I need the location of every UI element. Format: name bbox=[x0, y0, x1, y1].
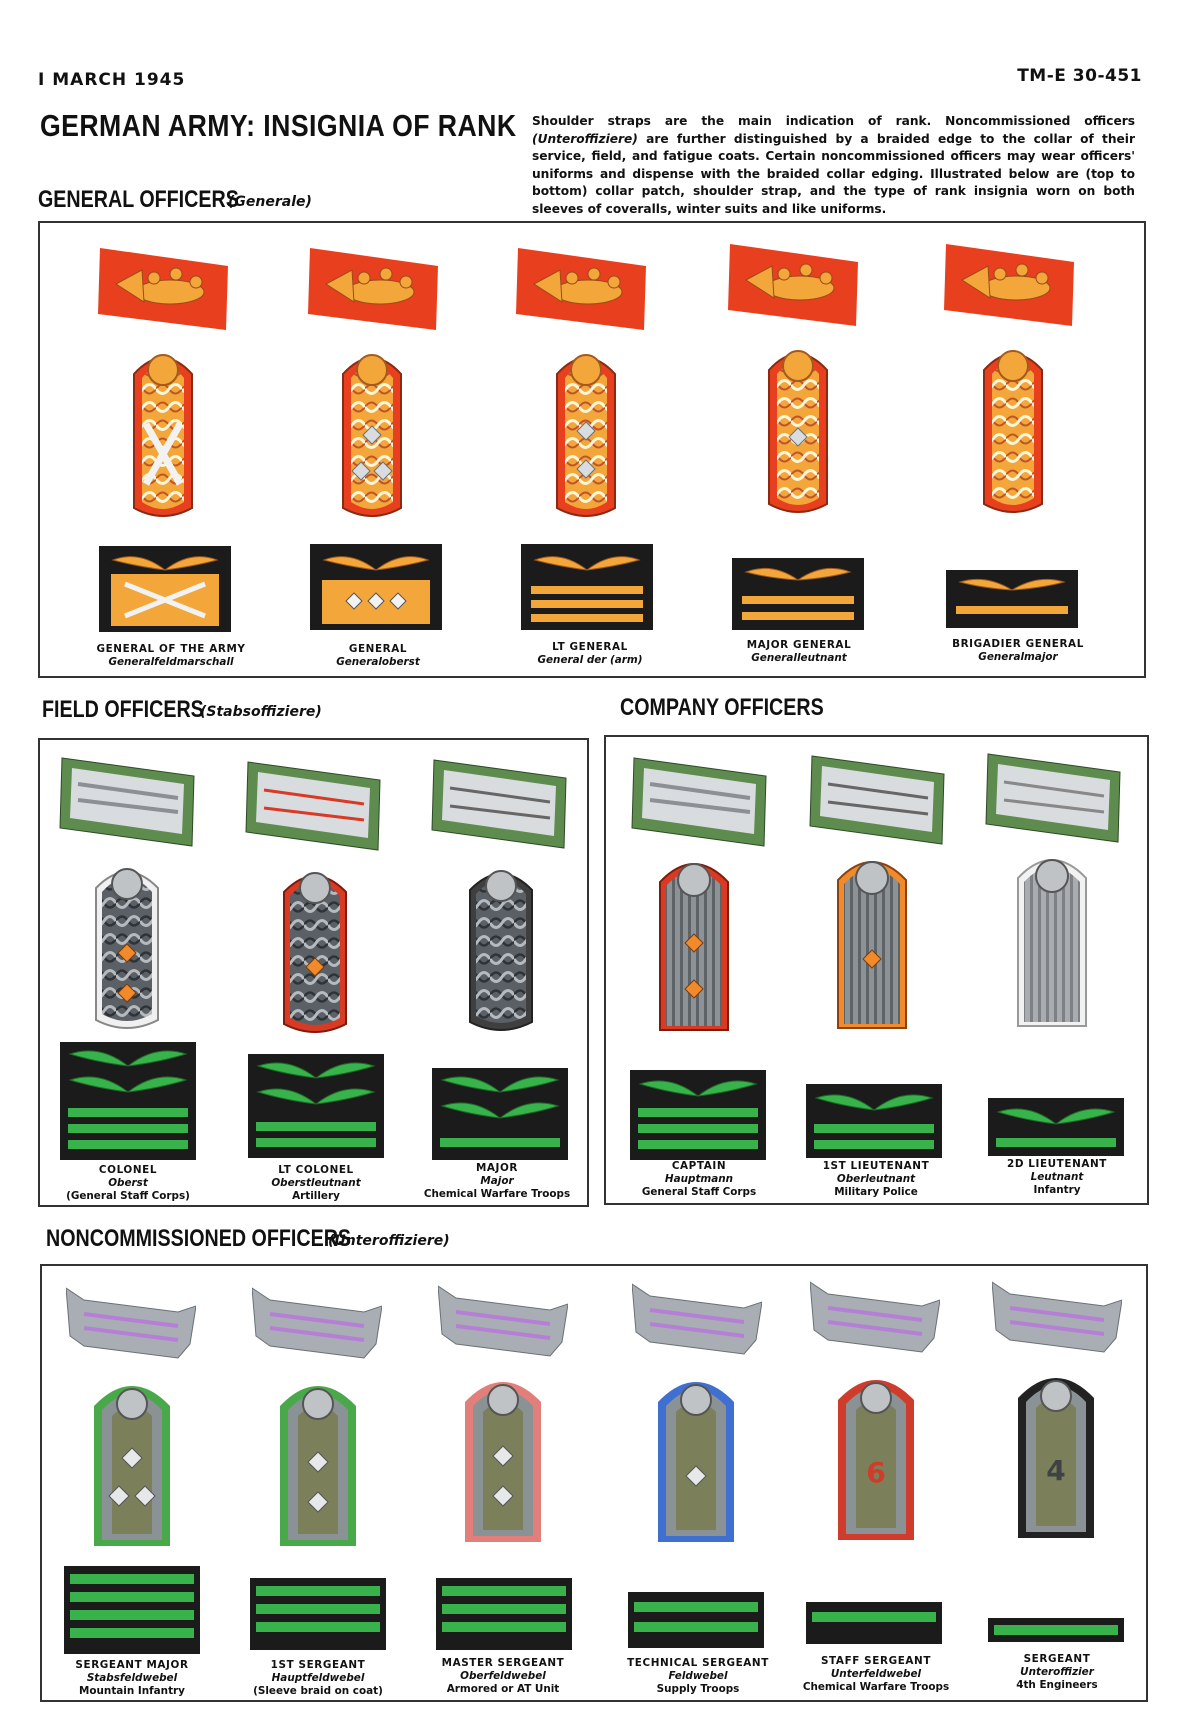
rank-name-de: Leutnant bbox=[1030, 1171, 1084, 1183]
lt-colonel-collar-patch bbox=[244, 758, 384, 854]
major-general-sleeve-insignia bbox=[732, 558, 864, 630]
rank-name-en: MASTER SERGEANT bbox=[441, 1657, 565, 1669]
general-caption bbox=[283, 643, 473, 669]
rank-name-en: GENERAL bbox=[348, 643, 408, 655]
rank-name-de: Generalmajor bbox=[978, 651, 1058, 663]
intro-text-3: are further distinguished by a braided edge to the collar of their service, field, and fatigue coats. Certain noncommissioned officers may wear officers' uniforms and dispense with the braided collar edging. Illustrated below are (top to bottom) collar patch, shoulder strap, and the type of rank insignia worn on both sleeves of coveralls, winter suits and like uniforms. bbox=[532, 131, 1135, 216]
lt-colonel-caption bbox=[221, 1164, 411, 1203]
general-of-the-army-shoulder-strap bbox=[130, 344, 196, 522]
rank-name-en: MAJOR GENERAL bbox=[746, 639, 852, 651]
brigadier-general-caption bbox=[923, 638, 1113, 664]
rank-name-de: Major bbox=[480, 1175, 514, 1187]
lt-general-shoulder-strap bbox=[553, 344, 619, 522]
rank-name-de: Stabsfeldwebel bbox=[86, 1672, 178, 1684]
rank-name-en: 1ST SERGEANT bbox=[270, 1659, 366, 1671]
branch-of-service: Supply Troops bbox=[656, 1683, 740, 1695]
general-collar-patch bbox=[306, 244, 442, 334]
rank-name-de: General der (arm) bbox=[537, 654, 643, 666]
sergeant-major-sleeve-insignia bbox=[64, 1566, 200, 1654]
rank-name-en: MAJOR bbox=[475, 1162, 519, 1174]
2d-lieutenant-caption bbox=[962, 1158, 1152, 1197]
lt-general-collar-patch bbox=[514, 244, 650, 334]
2d-lieutenant-sleeve-insignia bbox=[988, 1098, 1124, 1156]
document-date: I MARCH 1945 bbox=[38, 70, 186, 90]
rank-name-de: Hauptfeldwebel bbox=[271, 1672, 365, 1684]
brigadier-general-sleeve-insignia bbox=[946, 570, 1078, 628]
sergeant-major-caption bbox=[37, 1659, 227, 1698]
rank-name-en: LT GENERAL bbox=[552, 641, 628, 653]
rank-name-de: Generaloberst bbox=[336, 656, 420, 668]
sergeant-caption bbox=[962, 1653, 1152, 1692]
2d-lieutenant-shoulder-strap bbox=[1014, 844, 1090, 1028]
rank-name-en: CAPTAIN bbox=[671, 1160, 727, 1172]
field-officers-title: FIELD OFFICERS bbox=[42, 696, 204, 723]
master-sergeant-sleeve-insignia bbox=[436, 1578, 572, 1650]
rank-name-de: Unteroffizier bbox=[1020, 1666, 1094, 1678]
rank-name-de: Generalleutnant bbox=[751, 652, 847, 664]
major-sleeve-insignia bbox=[432, 1068, 568, 1160]
nco-panel bbox=[40, 1264, 1148, 1702]
staff-sergeant-shoulder-strap bbox=[836, 1364, 916, 1542]
colonel-shoulder-strap bbox=[92, 858, 162, 1034]
1st-sergeant-sleeve-insignia bbox=[250, 1578, 386, 1650]
2d-lieutenant-collar-patch bbox=[984, 750, 1124, 846]
rank-name-de: Generalfeldmarschall bbox=[108, 656, 234, 668]
branch-of-service: Chemical Warfare Troops bbox=[423, 1188, 571, 1200]
general-of-the-army-caption bbox=[76, 643, 266, 669]
sergeant-major-collar-patch bbox=[66, 1284, 196, 1364]
rank-name-de: Oberleutnant bbox=[836, 1173, 916, 1185]
master-sergeant-collar-patch bbox=[438, 1282, 568, 1362]
staff-sergeant-sleeve-insignia bbox=[806, 1602, 942, 1644]
1st-sergeant-collar-patch bbox=[252, 1284, 382, 1364]
master-sergeant-shoulder-strap bbox=[463, 1366, 543, 1544]
intro-paragraph bbox=[532, 113, 1135, 219]
lt-colonel-sleeve-insignia bbox=[248, 1054, 384, 1158]
branch-of-service: 4th Engineers bbox=[1016, 1679, 1098, 1691]
rank-name-en: 2D LIEUTENANT bbox=[1006, 1158, 1107, 1170]
rank-name-de: Feldwebel bbox=[668, 1670, 728, 1682]
major-caption bbox=[402, 1162, 592, 1201]
general-of-the-army-sleeve-insignia bbox=[99, 546, 231, 632]
branch-of-service: Mountain Infantry bbox=[79, 1685, 185, 1697]
rank-name-en: COLONEL bbox=[98, 1164, 158, 1176]
technical-sergeant-collar-patch bbox=[632, 1280, 762, 1360]
branch-of-service: (Sleeve braid on coat) bbox=[253, 1685, 383, 1697]
page-title: GERMAN ARMY: INSIGNIA OF RANK bbox=[40, 108, 517, 143]
lt-general-sleeve-insignia bbox=[521, 544, 653, 630]
sergeant-sleeve-insignia bbox=[988, 1618, 1124, 1642]
branch-of-service: Infantry bbox=[1033, 1184, 1081, 1196]
rank-name-de: Oberfeldwebel bbox=[460, 1670, 546, 1682]
rank-name-de: Oberst bbox=[108, 1177, 148, 1189]
branch-of-service: Military Police bbox=[834, 1186, 918, 1198]
1st-sergeant-caption bbox=[223, 1659, 413, 1698]
technical-sergeant-caption bbox=[603, 1657, 793, 1696]
master-sergeant-caption bbox=[408, 1657, 598, 1696]
rank-name-en: SERGEANT bbox=[1023, 1653, 1091, 1665]
document-number: TM-E 30-451 bbox=[1017, 66, 1142, 86]
unit-numeral: 6 bbox=[866, 1456, 886, 1489]
unit-numeral: 4 bbox=[1046, 1454, 1066, 1487]
1st-lieutenant-caption bbox=[781, 1160, 971, 1199]
nco-subtitle: (Unteroffiziere) bbox=[328, 1233, 450, 1249]
rank-name-en: LT COLONEL bbox=[278, 1164, 354, 1176]
intro-text-1: Shoulder straps are the main indication of rank. Noncommissioned officers bbox=[532, 114, 1135, 128]
major-collar-patch bbox=[430, 756, 570, 852]
colonel-caption bbox=[33, 1164, 223, 1203]
colonel-collar-patch bbox=[58, 754, 198, 850]
nco-title: NONCOMMISSIONED OFFICERS bbox=[46, 1225, 352, 1252]
branch-of-service: Artillery bbox=[292, 1190, 340, 1202]
company-officers-heading bbox=[620, 694, 868, 722]
brigadier-general-shoulder-strap bbox=[980, 340, 1046, 518]
1st-lieutenant-shoulder-strap bbox=[834, 846, 910, 1030]
brigadier-general-collar-patch bbox=[942, 240, 1078, 330]
branch-of-service: General Staff Corps bbox=[641, 1186, 757, 1198]
major-general-collar-patch bbox=[726, 240, 862, 330]
field-officers-subtitle: (Stabsoffiziere) bbox=[200, 704, 322, 720]
rank-name-de: Hauptmann bbox=[664, 1173, 734, 1185]
rank-name-en: SERGEANT MAJOR bbox=[75, 1659, 189, 1671]
branch-of-service: Armored or AT Unit bbox=[446, 1683, 560, 1695]
general-of-the-army-collar-patch bbox=[96, 244, 232, 334]
rank-name-en: GENERAL OF THE ARMY bbox=[96, 643, 246, 655]
staff-sergeant-collar-patch bbox=[810, 1278, 940, 1358]
intro-text-2: (Unteroffiziere) bbox=[532, 131, 638, 146]
major-general-shoulder-strap bbox=[765, 340, 831, 518]
rank-name-en: 1ST LIEUTENANT bbox=[822, 1160, 930, 1172]
general-shoulder-strap bbox=[339, 344, 405, 522]
captain-collar-patch bbox=[630, 754, 770, 850]
1st-lieutenant-collar-patch bbox=[808, 752, 948, 848]
staff-sergeant-caption bbox=[781, 1655, 971, 1694]
captain-shoulder-strap bbox=[656, 848, 732, 1032]
rank-name-en: BRIGADIER GENERAL bbox=[952, 638, 1084, 650]
lt-colonel-shoulder-strap bbox=[280, 862, 350, 1038]
captain-sleeve-insignia bbox=[630, 1070, 766, 1160]
sergeant-major-shoulder-strap bbox=[92, 1370, 172, 1548]
general-officers-subtitle: (Generale) bbox=[228, 194, 312, 210]
technical-sergeant-shoulder-strap bbox=[656, 1366, 736, 1544]
nco-heading bbox=[46, 1225, 450, 1253]
rank-name-de: Oberstleutnant bbox=[271, 1177, 361, 1189]
field-officers-heading bbox=[42, 696, 322, 724]
major-shoulder-strap bbox=[466, 860, 536, 1036]
rank-name-en: TECHNICAL SERGEANT bbox=[627, 1657, 769, 1669]
branch-of-service: Chemical Warfare Troops bbox=[802, 1681, 950, 1693]
1st-sergeant-shoulder-strap bbox=[278, 1370, 358, 1548]
captain-caption bbox=[604, 1160, 794, 1199]
company-officers-title: COMPANY OFFICERS bbox=[620, 694, 824, 721]
major-general-caption bbox=[704, 639, 894, 665]
rank-name-de: Unterfeldwebel bbox=[830, 1668, 922, 1680]
1st-lieutenant-sleeve-insignia bbox=[806, 1084, 942, 1158]
general-officers-title: GENERAL OFFICERS bbox=[38, 186, 239, 213]
sergeant-collar-patch bbox=[992, 1278, 1122, 1358]
technical-sergeant-sleeve-insignia bbox=[628, 1592, 764, 1648]
lt-general-caption bbox=[495, 641, 685, 667]
branch-of-service: (General Staff Corps) bbox=[66, 1190, 190, 1202]
general-sleeve-insignia bbox=[310, 544, 442, 630]
rank-name-en: STAFF SERGEANT bbox=[820, 1655, 932, 1667]
general-officers-heading bbox=[38, 186, 312, 214]
colonel-sleeve-insignia bbox=[60, 1042, 196, 1160]
sergeant-shoulder-strap bbox=[1016, 1362, 1096, 1540]
